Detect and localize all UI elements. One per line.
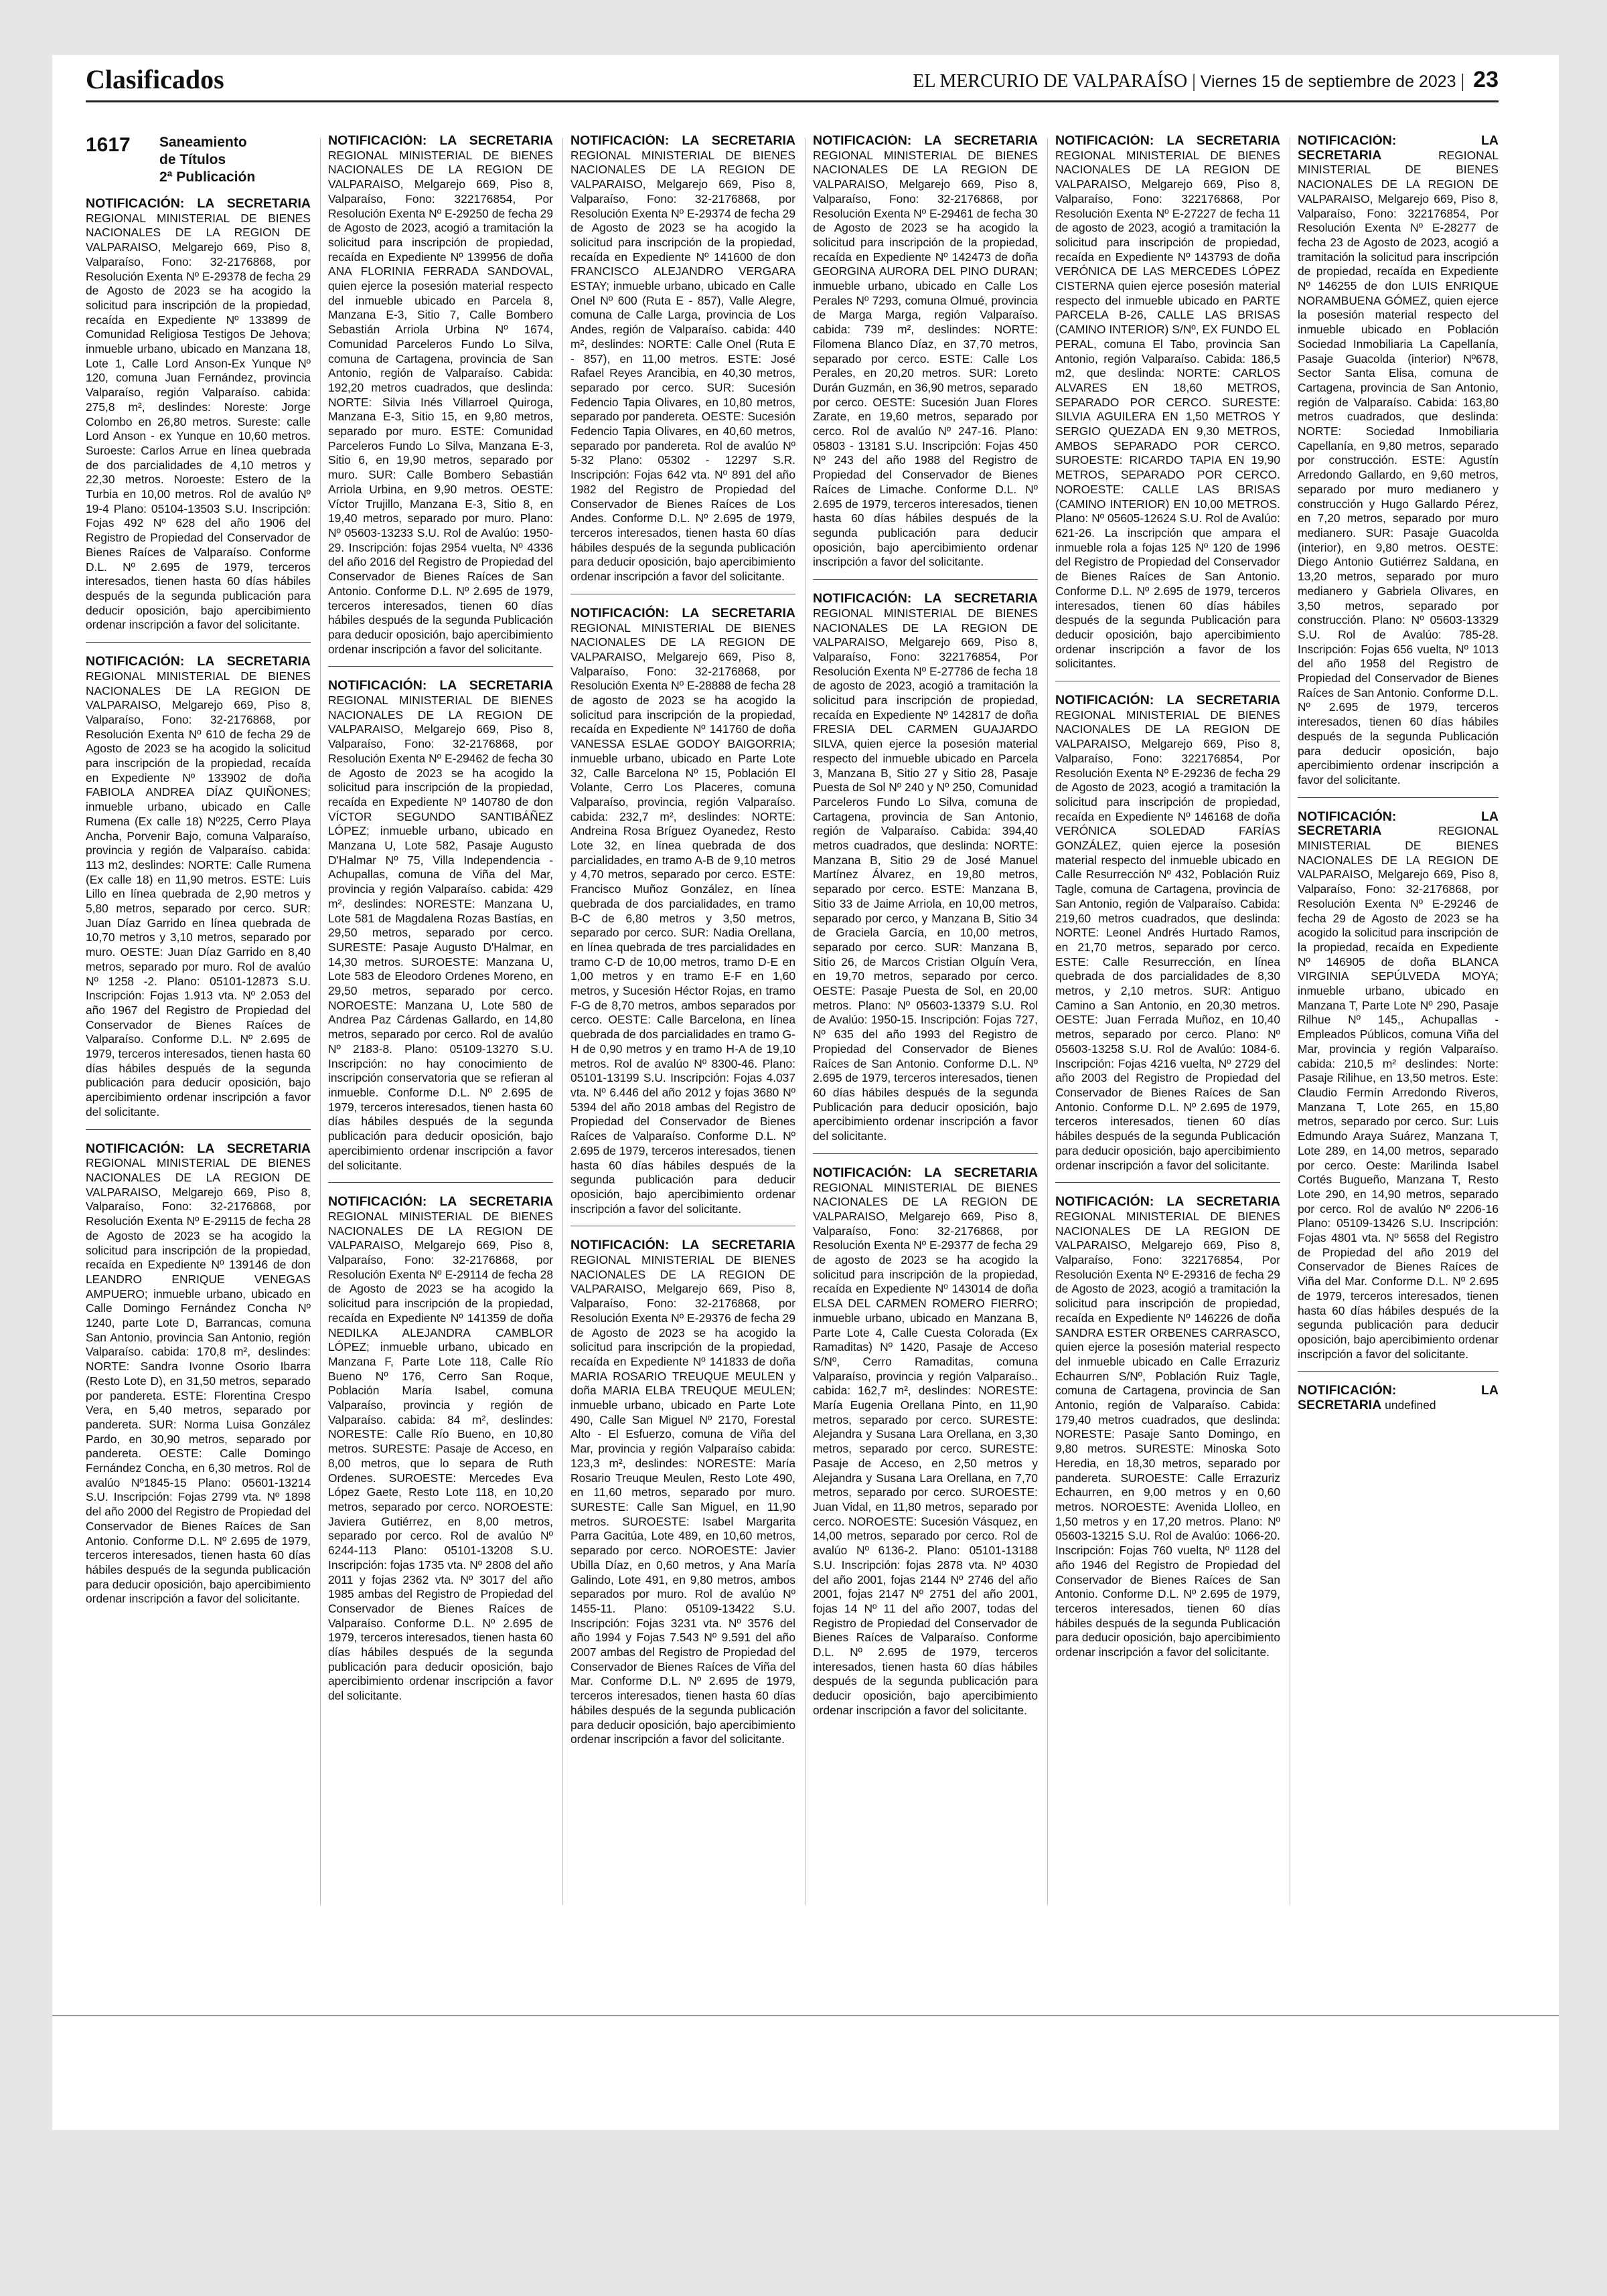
notice-body: REGIONAL MINISTERIAL DE BIENES NACIONALES DE LA REGION DE VALPARAISO, Melgarejo 669, Piso 8, Valparaíso, Fono: 32-2176868, por Resolución Exenta Nº E-29376 de fecha 29 de Agosto de 2023 se ha acogido la solicitud para inscripción de la propiedad, recaída en Expediente Nº 141833 de doña MARIA ROSARIO TREUQUE MEULEN y doña MARIA ELBA TREUQUE MEULEN; inmueble urbano, ubicado en Parte Lote 490, Calle San Miguel Nº 2170, Forestal Alto - El Esfuerzo, comuna de Viña del Mar, provincia y región Valparaíso cabida: 123,3 m², deslindes: NORESTE: María Rosario Treuque Meulen, Resto Lote 490, en 11,60 metros, separado por muro. SURESTE: Calle San Miguel, en 11,90 metros. SUROESTE: Isabel Margarita Parra Gacitúa, Lote 489, en 10,60 metros, separado por cerco. NOROESTE: Javier Ubilla Díaz, en 0,60 metros, y Ana María Galindo, Lote 491, en 9,80 metros, ambos separados por muro. Rol de avalúo Nº 1455-11. Plano: 05109-13422 S.U. Inscripción: Fojas 3231 vta. Nº 3576 del año 1994 y Fojas 7.543 Nº 9.591 del año 2007 ambas del Registro de Propiedad del Conservador de Bienes Raíces de Viña del Mar. Conforme D.L. Nº 2.695 de 1979, terceros interesados, tienen hasta 60 días hábiles después de la segunda publicación para deducir oposición, bajo apercibimiento ordenar inscripción a favor del solicitante. — [570, 1253, 795, 1746]
category-title-line: de Títulos — [159, 152, 226, 167]
footer-rule — [52, 2015, 1559, 2016]
notice-body: REGIONAL MINISTERIAL DE BIENES NACIONALES DE LA REGION DE VALPARAISO, Melgarejo 669, Piso 8, Valparaíso, Fono: 32-2176868, por Resolución Exenta Nº E-29246 de fecha 29 de Agosto de 2023 se ha acogido la solicitud para inscripción de la propiedad, recaída en Expediente Nº 146905 de doña BLANCA VIRGINIA SEPÚLVEDA MOYA; inmueble urbano, ubicado en Manzana T, Parte Lote Nº 290, Pasaje Rilhue Nº 145,, Achupallas - Empleados Públicos, comuna Viña del Mar, provincia y región Valparaíso. cabida: 210,5 m² deslindes: Norte: Pasaje Rilihue, en 13,50 metros. Este: Claudio Fermín Arredondo Riveros, Manzana T, Lote 265, en 15,80 metros, separado por cerco. Sur: Luis Edmundo Araya Suárez, Manzana T, Lote 289, en 14,00 metros, separado por cerco. Oeste: Marilinda Isabel Cortés Bugueño, Manzana T, Resto Lote 290, en 14,90 metros, separado por cerco. Rol de avalúo Nº 2206-16 Plano: 05109-13426 S.U. Inscripción: Fojas 4801 vta. Nº 5658 del Registro de Propiedad del año 2019 del Conservador de Bienes Raíces de Viña del Mar. Conforme D.L. Nº 2.695 de 1979, terceros interesados, tienen hasta 60 días hábiles después de la segunda publicación para deducir oposición, bajo apercibimiento ordenar inscripción a favor del solicitante. — [1298, 824, 1499, 1361]
notice-body: REGIONAL MINISTERIAL DE BIENES NACIONALES DE LA REGION DE VALPARAISO, Melgarejo 669, Piso 8, Valparaíso, Fono: 322176868, Por Resolución Exenta Nº E-27227 de fecha 11 de agosto de 2023, acogió a tramitación la solicitud para inscripción de propiedad, recaída en Expediente Nº 143793 de doña VERÓNICA DE LAS MERCEDES LÓPEZ CISTERNA quien ejerce posesión material respecto del inmueble ubicado en PARTE PARCELA B-26, CALLE LAS BRISAS (CAMINO INTERIOR) S/Nº, EX FUNDO EL PERAL, comuna El Tabo, provincia San Antonio, región Valparaíso. Cabida: 186,5 m2, que deslinda: NORTE: CARLOS ALVARES EN 18,60 METROS, SEPARADO POR CERCO. SURESTE: SILVIA AGUILERA EN 1,50 METROS Y SERGIO QUEZADA EN 9,30 METROS, AMBOS SEPARADO POR CERCO. SUROESTE: RICARDO TAPIA EN 19,90 METROS, SEPARADO POR CERCO. NOROESTE: CALLE LAS BRISAS (CAMINO INTERIOR) EN 10,00 METROS. Plano: Nº 05605-12624 S.U. Rol de Avalúo: 621-26. La inscripción que ampara el inmueble rola a fojas 125 Nº 120 de 1996 del Registro de Propiedad del Conservador de Bienes Raíces de San Antonio. Conforme D.L. Nº 2.695 de 1979, terceros interesados, tienen 60 días hábiles después de la segunda Publicación para deducir oposición, bajo apercibimiento ordenar inscripción a favor de los solicitantes. — [1055, 148, 1280, 671]
category-heading — [86, 134, 311, 186]
category-number: 1617 — [86, 134, 131, 156]
column-4 — [813, 134, 1038, 1908]
column-6 — [1298, 134, 1499, 1908]
notice-title: NOTIFICACIÓN: LA SECRETARIA — [570, 134, 795, 148]
notice-title: NOTIFICACIÓN: LA SECRETARIA — [570, 1238, 795, 1253]
notice — [813, 1166, 1038, 1728]
notice-title: NOTIFICACIÓN: LA SECRETARIA — [86, 654, 311, 669]
notice — [570, 134, 795, 594]
notice-body: REGIONAL MINISTERIAL DE BIENES NACIONALES DE LA REGION DE VALPARAISO, Melgarejo 669, Piso 8, Valparaíso, Fono: 32-2176868, por Resolución Exenta Nº E-29114 de fecha 28 de Agosto de 2023 se ha acogido la solicitud para inscripción de la propiedad, recaída en Expediente Nº 141359 de doña NEDILKA ALEJANDRA CAMBLOR LÓPEZ; inmueble urbano, ubicado en Manzana F, Parte Lote 118, Calle Río Bueno Nº 176, Cerro San Roque, Población María Isabel, comuna Valparaíso, provincia y región de Valparaíso. cabida: 84 m², deslindes: NORESTE: Calle Río Bueno, en 10,80 metros. SURESTE: Pasaje de Acceso, en 8,00 metros, que lo separa de Ruth Ordenes. SUROESTE: Mercedes Eva López Gaete, Resto Lote 118, en 10,20 metros, separado por cerco. NOROESTE: Javiera Gutiérrez, en 8,00 metros, separado por cerco. Rol de avalúo Nº 6244-113 Plano: 05101-13208 S.U. Inscripción: fojas 1735 vta. Nº 2808 del año 2011 y fojas 2362 vta. Nº 3017 del año 1985 ambas del Registro de Propiedad del Conservador de Bienes Raíces de Valparaíso. Conforme D.L. Nº 2.695 de 1979, terceros interesados, tienen hasta 60 días hábiles después de la segunda publicación para deducir oposición, bajo apercibimiento ordenar inscripción a favor del solicitante. — [328, 1209, 553, 1703]
notice-title: NOTIFICACIÓN: LA SECRETARIA — [1055, 1194, 1280, 1210]
notice-body: REGIONAL MINISTERIAL DE BIENES NACIONALES DE LA REGION DE VALPARAISO, Melgarejo 669, Piso 8, Valparaíso, Fono: 322176854, Por Resolución Exenta Nº E-28277 de fecha 23 de Agosto de 2023, acogió a tramitación la solicitud para inscripción de propiedad, recaída en Expediente Nº 146255 de don LUIS ENRIQUE NORAMBUENA GÓMEZ, quien ejerce la posesión material respecto del inmueble ubicado en Población Sociedad Inmobiliaria La Capellanía, Pasaje Guacolda (interior) Nº678, Sector Santa Elisa, comuna de Cartagena, provincia de San Antonio, región de Valparaíso. Cabida: 163,80 metros cuadrados, que deslinda: NORTE: Sociedad Inmobiliaria Capellanía, en 9,80 metros, separado por construcción. ESTE: Agustín Arredondo Gallardo, en 9,60 metros, separado por muro medianero y construcción y Hugo Gallardo Pérez, en 7,20 metros, separado por muro medianero. SUR: Pasaje Guacolda (interior), en 9,80 metros. OESTE: Diego Antonio Gutiérrez Saldana, en 13,20 metros, separado por muro medianero y Gabriela Olivares, en 3,50 metros, separado por construcción. Plano: Nº 05603-13329 S.U. Rol de Avalúo: 785-28. Inscripción: Fojas 656 vuelta, Nº 1013 del año 1958 del Registro de Propiedad del Conservador de Bienes Raíces de San Antonio. Conforme D.L. Nº 2.695 de 1979, terceros interesados, tienen 60 días hábiles después de la segunda Publicación para deducir oposición, bajo apercibimiento ordenar inscripción a favor del solicitante. — [1298, 148, 1499, 787]
column-3 — [570, 134, 795, 1908]
notice — [570, 606, 795, 1227]
category-title-line: Saneamiento — [159, 135, 247, 150]
notice-body: REGIONAL MINISTERIAL DE BIENES NACIONALES DE LA REGION DE VALPARAISO, Melgarejo 669, Piso 8, Valparaíso, Fono: 32-2176868, por Resolución Exenta Nº E-29378 de fecha 29 de Agosto de 2023 se ha acogido la solicitud para inscripción de la propiedad, recaída en Expediente Nº 133899 de Comunidad Religiosa Testigos De Jehova; inmueble urbano, ubicado en Manzana 18, Lote 1, Calle Lord Anson-Ex Yunque Nº 120, comuna Juan Fernández, provincia Valparaíso, región Valparaíso. cabida: 275,8 m², deslindes: Noreste: Jorge Colombo en 26,80 metros. Sureste: calle Lord Anson - ex Yunque en 10,60 metros. Suroeste: Carlos Arrue en línea quebrada de dos parcialidades de 4,10 metros y 22,30 metros. Noroeste: Estero de la Turbia en 10,00 metros. Rol de avalúo Nº 19-4 Plano: 05104-13503 S.U. Inscripción: Fojas 492 Nº 628 del año 1906 del Registro de Propiedad del Conservador de Bienes Raíces de Valparaíso. Conforme D.L. Nº 2.695 de 1979, terceros interesados, tienen hasta 60 días hábiles después de la segunda publicación para deducir oposición, bajo apercibimiento ordenar inscripción a favor del solicitante. — [86, 211, 311, 632]
notice — [86, 1142, 311, 1617]
notice-title: NOTIFICACIÓN: LA SECRETARIA — [1055, 693, 1280, 708]
column-separator — [320, 138, 321, 1905]
notice-title: NOTIFICACIÓN: LA SECRETARIA — [813, 1165, 1038, 1180]
header-rule — [86, 100, 1499, 102]
column-2 — [328, 134, 553, 1908]
notice-body: REGIONAL MINISTERIAL DE BIENES NACIONALES DE LA REGION DE VALPARAISO, Melgarejo 669, Piso 8, Valparaíso, Fono: 32-2176868, por Resolución Exenta Nº E-29462 de fecha 30 de Agosto de 2023 se ha acogido la solicitud para inscripción de la propiedad, recaída en Expediente Nº 140780 de don VÍCTOR SEGUNDO SANTIBÁÑEZ LÓPEZ; inmueble urbano, ubicado en Manzana U, Lote 582, Pasaje Augusto D'Halmar Nº 75, Villa Independencia - Achupallas, comuna de Viña del Mar, provincia y región Valparaíso. cabida: 429 m², deslindes: NORESTE: Manzana U, Lote 581 de Magdalena Rozas Bastías, en 29,50 metros, separado por cerco. SURESTE: Pasaje Augusto D'Halmar, en 14,30 metros. SUROESTE: Manzana U, Lote 583 de Eleodoro Ordenes Moreno, en 29,50 metros, separado por cerco. NOROESTE: Manzana U, Lote 580 de Andrea Paz Cárdenas Gallardo, en 14,80 metros, separado por cerco. Rol de avalúo Nº 2183-8. Plano: 05109-13270 S.U. Inscripción: no hay conocimiento de inscripción conservatoria que se refieran al inmueble. Conforme D.L. Nº 2.695 de 1979, terceros interesados, tienen hasta 60 días hábiles después de la segunda publicación para deducir oposición, bajo apercibimiento ordenar inscripción a favor del solicitante. — [328, 693, 553, 1172]
notice-title: NOTIFICACIÓN: LA SECRETARIA — [328, 678, 553, 693]
notice-title: NOTIFICACIÓN: LA SECRETARIA — [1298, 134, 1499, 163]
notice-title: NOTIFICACIÓN: LA SECRETARIA — [1298, 809, 1499, 839]
notice — [1055, 1195, 1280, 1669]
notice — [328, 134, 553, 667]
issue-date: Viernes 15 de septiembre de 2023 — [1200, 72, 1456, 91]
category-title — [159, 134, 255, 186]
notice-title: NOTIFICACIÓN: LA SECRETARIA — [86, 1141, 311, 1156]
notice — [1298, 1384, 1499, 1422]
page-number: 23 — [1473, 67, 1499, 92]
notice-title: NOTIFICACIÓN: LA SECRETARIA — [1055, 134, 1280, 148]
notice-body: REGIONAL MINISTERIAL DE BIENES NACIONALES DE LA REGION DE VALPARAISO, Melgarejo 669, Piso 8, Valparaíso, Fono: 32-2176868, por Resolución Exenta Nº E-29374 de fecha 29 de Agosto de 2023 se ha acogido la solicitud para inscripción de la propiedad, recaída en Expediente Nº 141600 de don FRANCISCO ALEJANDRO VERGARA ESTAY; inmueble urbano, ubicado en Calle Onel Nº 600 (Ruta E - 857), Valle Alegre, comuna de Calle Larga, provincia de Los Andes, región de Valparaíso. cabida: 440 m², deslindes: NORTE: Calle Onel (Ruta E - 857), en 11,00 metros. ESTE: José Rafael Reyes Arancibia, en 40,30 metros, separado por cerco. SUR: Sucesión Fedencio Tapia Olivares, en 10,80 metros, separado por pandereta. OESTE: Sucesión Fedencio Tapia Olivares, en 40,60 metros, separado por pandereta. Rol de avalúo Nº 5-32 Plano: 05302 - 12297 S.R. Inscripción: Fojas 642 vta. Nº 891 del año 1982 del Registro de Propiedad del Conservador de Bienes Raíces de Los Andes. Conforme D.L. Nº 2.695 de 1979, terceros interesados, tienen hasta 60 días hábiles después de la segunda publicación para deducir oposición, bajo apercibimiento ordenar inscripción a favor del solicitante. — [570, 148, 795, 584]
notice — [1298, 810, 1499, 1372]
notice — [1055, 693, 1280, 1183]
notice-title: NOTIFICACIÓN: LA SECRETARIA — [86, 196, 311, 211]
notice-title: NOTIFICACIÓN: LA SECRETARIA — [570, 605, 795, 621]
notice-title: NOTIFICACIÓN: LA SECRETARIA — [328, 134, 553, 148]
notice-body: REGIONAL MINISTERIAL DE BIENES NACIONALES DE LA REGION DE VALPARAISO, Melgarejo 669, Piso 8, Valparaíso, Fono: 32-2176868, por Resolución Exenta Nº E-29377 de fecha 29 de agosto de 2023 se ha acogido la solicitud para inscripción de la propiedad, recaída en Expediente Nº 143014 de doña ELSA DEL CARMEN ROMERO FIERRO; inmueble urbano, ubicado en Manzana B, Parte Lote 4, Calle Cuesta Colorada (Ex Ramaditas) Nº 1420, Pasaje de Acceso S/Nº, Cerro Ramaditas, comuna Valparaíso, provincia y región Valparaíso.. cabida: 162,7 m², deslindes: NORESTE: María Eugenia Orellana Pinto, en 11,90 metros, separado por cerco. SURESTE: Alejandra y Susana Lara Orellana, en 3,30 metros, separado por cerco. SURESTE: Pasaje de Acceso, en 2,50 metros y Alejandra y Susana Lara Orellana, en 7,70 metros, separado por cerco. SUROESTE: Juan Vidal, en 11,80 metros, separado por cerco. NOROESTE: Sucesión Vásquez, en 14,00 metros, separado por cerco. Rol de avalúo Nº 6136-2. Plano: 05101-13188 S.U. Inscripción: fojas 2878 vta. Nº 4030 del año 2001, fojas 2144 Nº 2746 del año 2001, fojas 2147 Nº 2751 del año 2001, fojas 14 Nº 11 del año 2007, todas del Registro de Propiedad del Conservador de Bienes Raíces de Valparaíso. Conforme D.L. Nº 2.695 de 1979, terceros interesados, tienen hasta 60 días hábiles después de la segunda publicación para deducir oposición, bajo apercibimiento ordenar inscripción a favor del solicitante. — [813, 1180, 1038, 1717]
notice-body: REGIONAL MINISTERIAL DE BIENES NACIONALES DE LA REGION DE VALPARAISO, Melgarejo 669, Piso 8, Valparaíso, Fono: 322176854, Por Resolución Exenta Nº E-27786 de fecha 18 de agosto de 2023, acogió a tramitación la solicitud para inscripción de propiedad, recaída en Expediente Nº 142817 de doña FRESIA DEL CARMEN GUAJARDO SILVA, quien ejerce la posesión material respecto del inmueble ubicado en Parcela 3, Manzana B, Sitio 27 y Sitio 28, Pasaje Puesta de Sol Nº 240 y Nº 250, Comunidad Parceleros Fundo Lo Silva, comuna de Cartagena, provincia de San Antonio, región de Valparaíso. Cabida: 394,40 metros cuadrados, que deslinda: NORTE: Manzana B, Sitio 29 de José Manuel Martínez Álvarez, en 19,80 metros, separado por cerco. ESTE: Manzana B, Sitio 33 de Jaime Arriola, en 10,00 metros, separado por cerco, y Manzana B, Sitio 34 de Graciela García, en 10,00 metros, separado por cerco. SUR: Manzana B, Sitio 26, de Marcos Cristian Olguín Vera, en 19,70 metros, separado por cerco. OESTE: Pasaje Puesta de Sol, en 20,00 metros. Plano: Nº 05603-13379 S.U. Rol de Avalúo: 1950-15. Inscripción: Fojas 727, Nº 635 del año 1993 del Registro de Propiedad del Conservador de Bienes Raíces de San Antonio. Conforme D.L. Nº 2.695 de 1979, terceros interesados, tienen 60 días hábiles después de la segunda Publicación para deducir oposición, bajo apercibimiento ordenar inscripción a favor del solicitante. — [813, 606, 1038, 1143]
category-publication: 2ª Publicación — [159, 169, 256, 185]
classifieds-columns — [86, 134, 1499, 1908]
notice — [1055, 134, 1280, 681]
notice — [1298, 134, 1499, 798]
notice-body: REGIONAL MINISTERIAL DE BIENES NACIONALES DE LA REGION DE VALPARAISO, Melgarejo 669, Piso 8, Valparaíso, Fono: 32-2176868, por Resolución Exenta Nº E-29461 de fecha 30 de Agosto de 2023 se ha acogido la solicitud para inscripción de la propiedad, recaída en Expediente Nº 142473 de doña GEORGINA AURORA DEL PINO DURAN; inmueble urbano, ubicado en Calle Los Perales Nº 7293, comuna Olmué, provincia de Marga Marga, región Valparaíso. cabida: 739 m², deslindes: NORTE: Filomena Blanco Díaz, en 37,70 metros, separado por cerco. ESTE: Calle Los Perales, en 20,20 metros. SUR: Loreto Durán Guzmán, en 36,90 metros, separado por cerco. OESTE: Sucesión Juan Flores Zarate, en 19,60 metros, separado por cerco. Rol de avalúo Nº 247-16. Plano: 05803 - 13181 S.U. Inscripción: Fojas 450 Nº 243 del año 1988 del Registro de Propiedad del Conservador de Bienes Raíces de Limache. Conforme D.L. Nº 2.695 de 1979, terceros interesados, tienen hasta 60 días hábiles después de la segunda publicación para deducir oposición, bajo apercibimiento ordenar inscripción a favor del solicitante. — [813, 148, 1038, 569]
notice-title: NOTIFICACIÓN: LA SECRETARIA — [328, 1194, 553, 1210]
notice — [86, 197, 311, 643]
masthead: EL MERCURIO DE VALPARAÍSO | Viernes 15 de septiembre de 2023 | 23 — [913, 67, 1499, 92]
notice — [813, 134, 1038, 580]
notice — [86, 655, 311, 1130]
notice-body: undefined — [1381, 1398, 1436, 1412]
column-1 — [86, 134, 311, 1908]
page-header — [86, 62, 1499, 98]
notice-title: NOTIFICACIÓN: LA SECRETARIA — [813, 591, 1038, 606]
notice-body: REGIONAL MINISTERIAL DE BIENES NACIONALES DE LA REGION DE VALPARAISO, Melgarejo 669, Piso 8, Valparaíso, Fono: 322176854, Por Resolución Exenta Nº E-29236 de fecha 29 de Agosto de 2023, acogió a tramitación la solicitud para inscripción de propiedad, recaída en Expediente Nº 146168 de doña VERÓNICA SOLEDAD FARÍAS GONZÁLEZ, quien ejerce la posesión material respecto del inmueble ubicado en Calle Resurrección Nº 432, Población Ruiz Tagle, comuna de Cartagena, provincia de San Antonio, región de Valparaíso. Cabida: 219,60 metros cuadrados, que deslinda: NORTE: Leonel Andrés Hurtado Ramos, en 21,70 metros, separado por cerco. ESTE: Calle Resurrección, en línea quebrada de dos parcialidades de 8,30 metros, y 2,10 metros. SUR: Antiguo Camino a San Antonio, en 20,30 metros. OESTE: Juan Ferrada Muñoz, en 10,40 metros, separado por cerco. Plano: Nº 05603-13258 S.U. Rol de Avalúo: 1084-6. Inscripción: Fojas 4216 vuelta, Nº 2729 del año 2003 del Registro de Propiedad del Conservador de Bienes Raíces de San Antonio. Conforme D.L. Nº 2.695 de 1979, terceros interesados, tienen 60 días hábiles después de la segunda Publicación para deducir oposición, bajo apercibimiento ordenar inscripción a favor del solicitante. — [1055, 708, 1280, 1172]
notice-body: REGIONAL MINISTERIAL DE BIENES NACIONALES DE LA REGION DE VALPARAISO, Melgarejo 669, Piso 8, Valparaíso, Fono: 32-2176868, por Resolución Exenta Nº E-29115 de fecha 28 de Agosto de 2023 se ha acogido la solicitud para inscripción de la propiedad, recaída en Expediente Nº 139146 de don LEANDRO ENRIQUE VENEGAS AMPUERO; inmueble urbano, ubicado en Calle Domingo Fernández Concha Nº 1240, parte Lote D, Barrancas, comuna San Antonio, provincia San Antonio, región Valparaíso. cabida: 170,8 m², deslindes: NORTE: Sandra Ivonne Osorio Ibarra (Resto Lote D), en 31,50 metros, separado por pandereta. ESTE: Florentina Crespo Vera, en 5,40 metros, separado por pandereta. SUR: Norma Luisa González Pardo, en 30,90 metros, separado por pandereta. OESTE: Calle Domingo Fernández Concha, en 6,30 metros. Rol de avalúo Nº1845-15 Plano: 05601-13214 S.U. Inscripción: Fojas 2799 vta. Nº 1898 del año 2000 del Registro de Propiedad del Conservador de Bienes Raíces de San Antonio. Conforme D.L. Nº 2.695 de 1979, terceros interesados, tienen hasta 60 días hábiles después de la segunda publicación para deducir oposición, bajo apercibimiento ordenar inscripción a favor del solicitante. — [86, 1156, 311, 1606]
column-separator — [805, 138, 806, 1905]
column-separator — [562, 138, 563, 1905]
column-5 — [1055, 134, 1280, 1908]
notice — [570, 1238, 795, 1756]
notice — [328, 679, 553, 1183]
notice-body: REGIONAL MINISTERIAL DE BIENES NACIONALES DE LA REGION DE VALPARAISO, Melgarejo 669, Piso 8, Valparaíso, Fono: 32-2176868, por Resolución Exenta Nº 610 de fecha 29 de Agosto de 2023 se ha acogido la solicitud para inscripción de la propiedad, recaída en Expediente Nº 133902 de doña FABIOLA ANDREA DÍAZ QUIÑONES; inmueble urbano, ubicado en Calle Rumena (Ex calle 18) Nº225, Cerro Playa Ancha, Porvenir Bajo, comuna Valparaíso, provincia y región de Valparaíso. cabida: 113 m2, deslindes: NORTE: Calle Rumena (Ex calle 18) en 11,90 metros. ESTE: Luis Lillo en línea quebrada de 2,90 metros y 5,80 metros, separado por cerco. SUR: Juan Díaz Garrido en línea quebrada de 10,70 metros y 3,10 metros, separado por muro. OESTE: Juan Díaz Garrido en 8,40 metros, separado por muro. Rol de avalúo Nº 1258 -2. Plano: 05101-12873 S.U. Inscripción: Fojas 1.913 vta. Nº 2.053 del año 1967 del Registro de Propiedad del Conservador de Bienes Raíces de Valparaíso. Conforme D.L. Nº 2.695 de 1979, terceros interesados, tienen hasta 60 días hábiles después de la segunda publicación para deducir oposición, bajo apercibimiento ordenar inscripción a favor del solicitante. — [86, 669, 311, 1119]
notice — [328, 1195, 553, 1713]
section-title: Clasificados — [86, 64, 224, 94]
notice-body: REGIONAL MINISTERIAL DE BIENES NACIONALES DE LA REGION DE VALPARAISO, Melgarejo 669, Piso 8, Valparaíso, Fono: 322176854, Por Resolución Exenta Nº E-29250 de fecha 29 de Agosto de 2023, acogió a tramitación la solicitud para inscripción de propiedad, recaída en Expediente Nº 139956 de doña ANA FLORINIA FERRADA SANDOVAL, quien ejerce la posesión material respecto del inmueble ubicado en Parcela 8, Manzana E-3, Sitio 7, Calle Bombero Sebastián Arriola Urbina Nº 1674, Comunidad Parceleros Fundo Lo Silva, comuna de Cartagena, provincia de San Antonio, región de Valparaíso. Cabida: 192,20 metros cuadrados, que deslinda: NORTE: Silvia Inés Villarroel Quiroga, Manzana E-3, Sitio 15, en 9,80 metros, separado por muro. ESTE: Comunidad Parceleros Fundo Lo Silva, Manzana E-3, Sitio 6, en 19,90 metros, separado por muro. SUR: Calle Bombero Sebastián Arriola Urbina, en 9,90 metros. OESTE: Víctor Trujillo, Manzana E-3, Sitio 8, en 19,40 metros, separado por muro. Plano: Nº 05603-13233 S.U. Rol de Avalúo: 1950-29. Inscripción: fojas 2954 vuelta, Nº 4336 del año 2016 del Registro de Propiedad del Conservador de Bienes Raíces de San Antonio. Conforme D.L. Nº 2.695 de 1979, terceros interesados, tienen 60 días hábiles después de la segunda Publicación para deducir oposición, bajo apercibimiento ordenar inscripción a favor del solicitante. — [328, 148, 553, 656]
column-separator — [1047, 138, 1048, 1905]
notice-title: NOTIFICACIÓN: LA SECRETARIA — [1298, 1383, 1499, 1413]
notice — [813, 592, 1038, 1154]
notice-body: REGIONAL MINISTERIAL DE BIENES NACIONALES DE LA REGION DE VALPARAISO, Melgarejo 669, Piso 8, Valparaíso, Fono: 32-2176868, por Resolución Exenta Nº E-28888 de fecha 28 de agosto de 2023 se ha acogido la solicitud para inscripción de la propiedad, recaída en Expediente Nº 141760 de doña VANESSA ESLAE GODOY BAIGORRIA; inmueble urbano, ubicado en Parte Lote 32, Calle Barcelona Nº 15, Población El Volante, Cerro Los Placeres, comuna Valparaíso, provincia, región Valparaíso. cabida: 232,7 m², deslindes: NORTE: Andreina Rosa Bríguez Oyanedez, Resto Lote 32, en línea quebrada de dos parcialidades, en tramo A-B de 9,10 metros y 4,70 metros, separado por cerco. ESTE: Francisco Muñoz González, en línea quebrada de dos parcialidades, en tramo B-C de 6,80 metros y 3,50 metros, separado por cerco. SUR: Nadia Orellana, en línea quebrada de tres parcialidades en tramo C-D de 10,00 metros, tramo D-E en 1,00 metros y en tramo E-F en 1,60 metros, y Sucesión Héctor Rojas, en tramo F-G de 8,70 metros, ambos separados por cerco. OESTE: Calle Barcelona, en línea quebrada de dos parcialidades en tramo G-H de 0,90 metros y en tramo H-A de 19,10 metros. Rol de avalúo Nº 8300-46. Plano: 05101-13199 S.U. Inscripción: Fojas 4.037 vta. Nº 6.446 del año 2012 y fojas 3680 Nº 5394 del año 2018 ambas del Registro de Propiedad del Conservador de Bienes Raíces de Valparaíso. Conforme D.L. Nº 2.695 de 1979, terceros interesados, tienen hasta 60 días hábiles después de la segunda publicación para deducir oposición, bajo apercibimiento ordenar inscripción a favor del solicitante. — [570, 621, 795, 1216]
notice-title: NOTIFICACIÓN: LA SECRETARIA — [813, 134, 1038, 148]
paper-name: EL MERCURIO DE VALPARAÍSO — [913, 71, 1188, 92]
notice-body: REGIONAL MINISTERIAL DE BIENES NACIONALES DE LA REGION DE VALPARAISO, Melgarejo 669, Piso 8, Valparaíso, Fono: 322176854, Por Resolución Exenta Nº E-29316 de fecha 29 de Agosto de 2023, acogió a tramitación la solicitud para inscripción de propiedad, recaída en Expediente Nº 146226 de doña SANDRA ESTER ORBENES CARRASCO, quien ejerce la posesión material respecto del inmueble ubicado en Calle Errazuriz Echaurren S/Nº, Población Ruiz Tagle, comuna de Cartagena, provincia de San Antonio, región de Valparaíso. Cabida: 179,40 metros cuadrados, que deslinda: NORESTE: Pasaje Santo Domingo, en 9,80 metros. SURESTE: Minoska Soto Heredia, en 18,30 metros, separado por pandereta. SUROESTE: Calle Errazuriz Echaurren, en 9,00 metros y en 0,60 metros. NOROESTE: Avenida Llolleo, en 1,50 metros y en 17,20 metros. Plano: Nº 05603-13215 S.U. Rol de Avalúo: 1066-20. Inscripción: Fojas 760 vuelta, Nº 1128 del año 1946 del Registro de Propiedad del Conservador de Bienes Raíces de San Antonio. Conforme D.L. Nº 2.695 de 1979, terceros interesados, tienen 60 días hábiles después de la segunda Publicación para deducir oposición, bajo apercibimiento ordenar inscripción a favor del solicitante. — [1055, 1209, 1280, 1659]
